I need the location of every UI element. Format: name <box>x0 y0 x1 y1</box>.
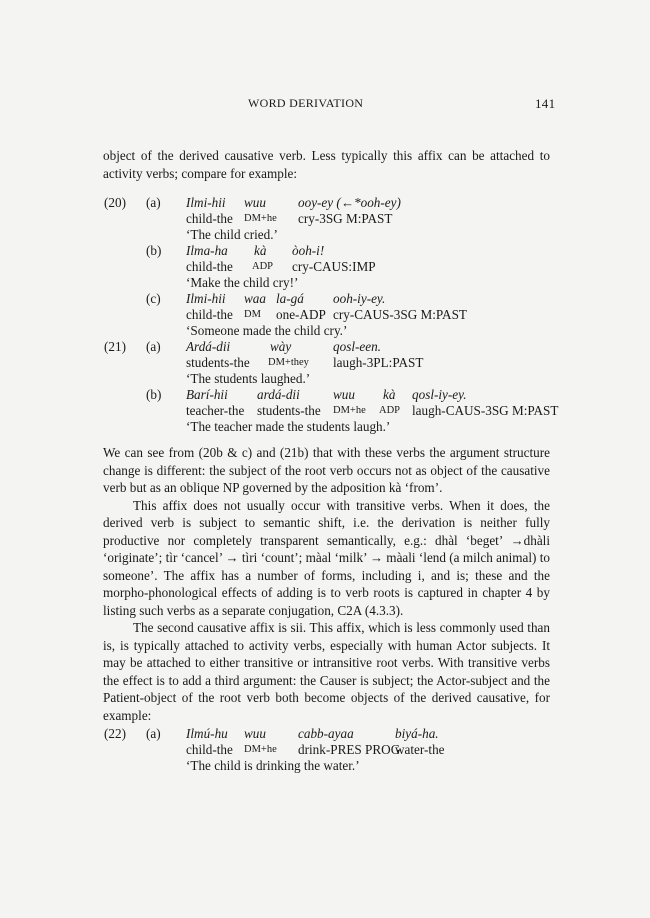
somali-word: kà <box>383 387 396 402</box>
gloss: DM+he <box>333 405 366 416</box>
gloss: students-the <box>257 403 321 418</box>
gloss: laugh-3PL:PAST <box>333 355 424 370</box>
gloss: ADP <box>379 405 401 416</box>
gloss: child-the <box>186 307 233 322</box>
gloss: laugh-CAUS-3SG M:PAST <box>412 403 559 418</box>
gloss: cry-CAUS:IMP <box>292 259 376 274</box>
somali-word: qosl-iy-ey. <box>412 387 467 402</box>
example-letter: (a) <box>146 195 161 210</box>
somali-word: wuu <box>244 195 266 210</box>
gloss: water-the <box>395 742 445 757</box>
gloss: cry-CAUS-3SG M:PAST <box>333 307 467 322</box>
somali-word: cabb-ayaa <box>298 726 354 741</box>
gloss: cry-3SG M:PAST <box>298 211 393 226</box>
translation: ‘The child cried.’ <box>186 227 278 242</box>
paragraph-text: This affix does not usually occur with transitive verbs. When it does, the derived verb is subject to semantic shift, i.e. the derivation is neither fully productive nor completely transparent semantically, e.g.: dhàl ‘beget’ →dhàli ‘originate’; tìr ‘cancel’ → tìri ‘count’; màal ‘milk’ → màali ‘lend (a milch animal) to someone’. The affix has a number of forms, including i, and is; these and the morpho-phonological effects of adding is to verb roots is captured in chapter 4 by listing such verbs as a separate conjugation, C2A (4.3.3). <box>103 497 550 618</box>
somali-word: Ardá-dii <box>186 339 231 354</box>
translation: ‘Make the child cry!’ <box>186 275 299 290</box>
paragraph-text: We can see from (20b & c) and (21b) that with these verbs the argument structure change is different: the subject of the root verb occurs not as object of the causative verb but as an oblique NP governed by the adposition kà ‘from’. <box>103 445 550 495</box>
example-number: (20) <box>104 195 126 210</box>
gloss: students-the <box>186 355 250 370</box>
somali-word: biyá-ha. <box>395 726 439 741</box>
body-paragraphs <box>103 444 550 724</box>
example-number: (21) <box>104 339 126 354</box>
somali-word: òoh-i! <box>292 243 325 258</box>
somali-word: la-gá <box>276 291 304 306</box>
gloss: DM <box>244 309 261 320</box>
example-letter: (a) <box>146 726 161 741</box>
somali-word: kà <box>254 243 267 258</box>
gloss: teacher-the <box>186 403 245 418</box>
translation: ‘The teacher made the students laugh.’ <box>186 419 391 434</box>
intro-paragraph <box>103 147 550 182</box>
paragraph-text: object of the derived causative verb. Less typically this affix can be attached to activity verbs; compare for example: <box>103 148 550 181</box>
somali-word: wày <box>270 339 292 354</box>
somali-word: Ilmi-hii <box>186 195 226 210</box>
example-letter: (b) <box>146 243 162 258</box>
header-title: WORD DERIVATION <box>248 96 364 110</box>
somali-word: Ilmi-hii <box>186 291 226 306</box>
somali-word: Ilma-ha <box>186 243 228 258</box>
translation: ‘Someone made the child cry.’ <box>186 323 348 338</box>
page-number: 141 <box>535 96 556 111</box>
somali-word: ardá-dii <box>257 387 300 402</box>
translation: ‘The child is drinking the water.’ <box>186 758 360 773</box>
translation: ‘The students laughed.’ <box>186 371 311 386</box>
somali-word: wuu <box>244 726 266 741</box>
example-letter: (b) <box>146 387 162 402</box>
paragraph-text: The second causative affix is sii. This affix, which is less commonly used than is, is typically attached to activity verbs, especially with human Actor subjects. It may be attached to either transitive or intransitive root verbs. With transitive verbs the effect is to add a third argument: the Causer is subject; the Actor-subject and the Patient-object of the root verb both become objects of the derived causative, for example: <box>103 620 550 723</box>
gloss: DM+he <box>244 213 277 224</box>
gloss: one-ADP <box>276 307 326 322</box>
somali-word: Ilmú-hu <box>186 726 228 741</box>
somali-word: Barí-hii <box>186 387 228 402</box>
somali-word: ooy-ey (←*ooh-ey) <box>298 195 401 210</box>
gloss: ADP <box>252 261 274 272</box>
gloss: drink-PRES PROG <box>298 742 401 757</box>
gloss: DM+they <box>268 357 309 368</box>
gloss: child-the <box>186 211 233 226</box>
somali-word: qosl-een. <box>333 339 381 354</box>
gloss: DM+he <box>244 744 277 755</box>
gloss: child-the <box>186 742 233 757</box>
somali-word: ooh-iy-ey. <box>333 291 386 306</box>
example-number: (22) <box>104 726 126 741</box>
example-letter: (a) <box>146 339 161 354</box>
somali-word: wuu <box>333 387 355 402</box>
gloss: child-the <box>186 259 233 274</box>
somali-word: waa <box>244 291 266 306</box>
example-letter: (c) <box>146 291 161 306</box>
